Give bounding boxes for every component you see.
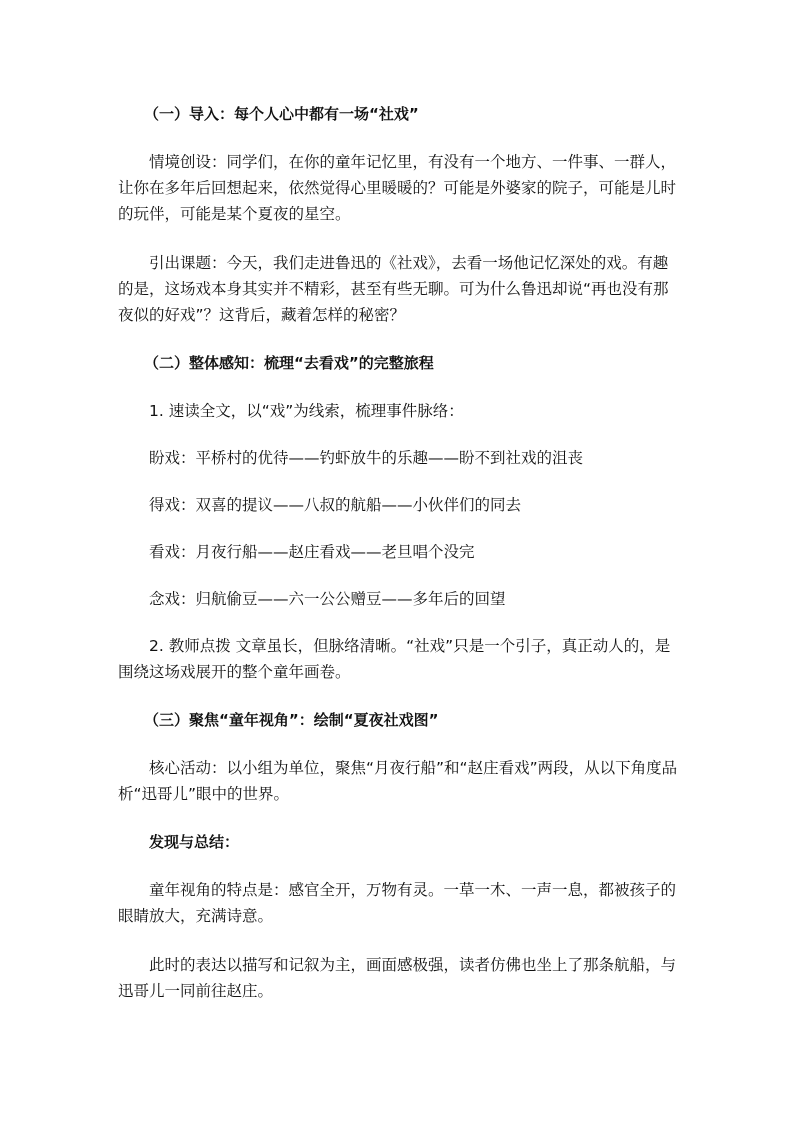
section-2-line-1: 盼戏：平桥村的优待——钓虾放牛的乐趣——盼不到社戏的沮丧 — [149, 449, 584, 467]
section-1-paragraph-topic: 引出课题：今天，我们走进鲁迅的《社戏》，去看一场他记忆深处的戏。有趣的是，这场戏本身其实并不精彩，甚至有些无聊。可为什么鲁迅却说“再也没有那夜似的好戏”？这背后，藏着怎样的秘密？ — [118, 254, 669, 324]
section-2-item-2: 2. 教师点拨 文章虽长，但脉络清晰。“社戏”只是一个引子，真正动人的，是围绕这场戏展开的整个童年画卷。 — [118, 637, 671, 681]
section-1-paragraph-situation: 情境创设：同学们，在你的童年记忆里，有没有一个地方、一件事、一群人，让你在多年后回想起来，依然觉得心里暖暖的？可能是外婆家的院子，可能是儿时的玩伴，可能是某个夏夜的星空。 — [118, 153, 677, 223]
section-2-heading: （二）整体感知：梳理“去看戏”的完整旅程 — [144, 354, 434, 372]
section-2-item-1: 1. 速读全文，以“戏”为线索，梳理事件脉络： — [149, 402, 464, 420]
section-3-paragraph-activity: 核心活动：以小组为单位，聚焦“月夜行船”和“赵庄看戏”两段，从以下角度品析“迅哥儿”眼中的世界。 — [118, 759, 678, 803]
section-3-paragraph-expression: 此时的表达以描写和记叙为主，画面感极强，读者仿佛也坐上了那条航船，与迅哥儿一同前往赵庄。 — [118, 956, 677, 1000]
section-3-heading: （三）聚焦“童年视角”：绘制“夏夜社戏图” — [144, 711, 439, 729]
document-body — [118, 96, 678, 1004]
section-2-line-2: 得戏：双喜的提议——八叔的航船——小伙伴们的同去 — [149, 496, 522, 514]
section-2-line-4: 念戏：归航偷豆——六一公公赠豆——多年后的回望 — [149, 590, 506, 608]
section-1-heading: （一）导入：每个人心中都有一场“社戏” — [144, 105, 419, 123]
section-3-subheading: 发现与总结： — [149, 833, 240, 851]
section-3-paragraph-perspective: 童年视角的特点是：感官全开，万物有灵。一草一木、一声一息，都被孩子的眼睛放大，充满诗意。 — [118, 881, 677, 925]
section-2-line-3: 看戏：月夜行船——赵庄看戏——老旦唱个没完 — [149, 543, 475, 561]
